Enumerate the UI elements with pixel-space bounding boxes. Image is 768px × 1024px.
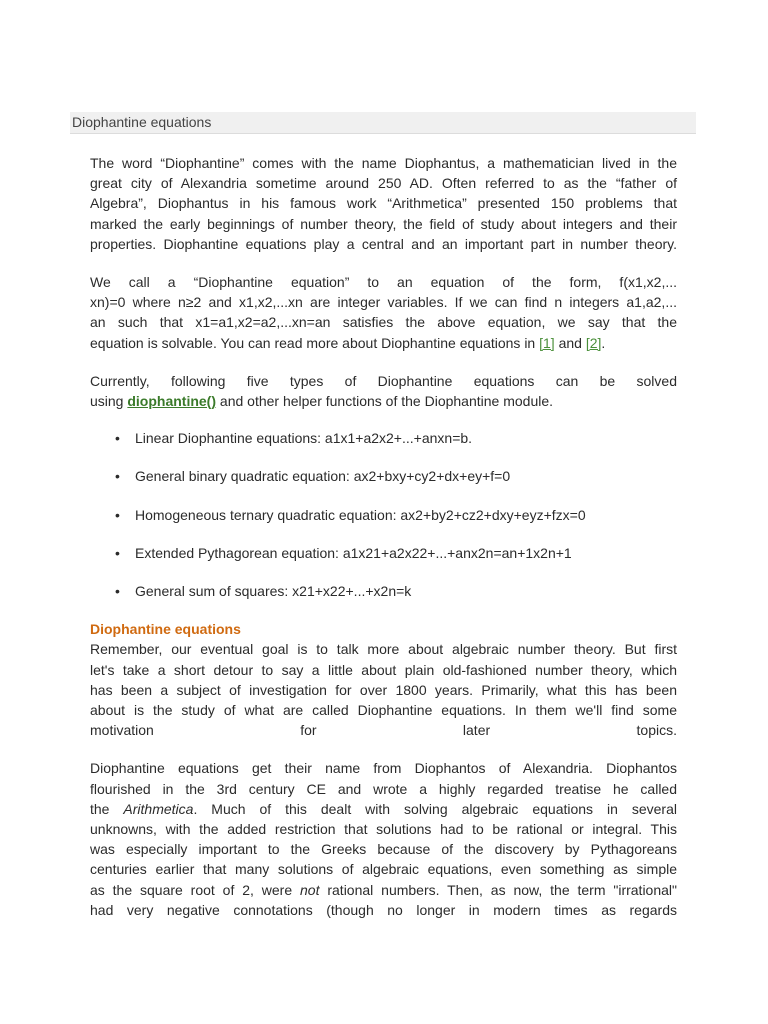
list-item [90,466,677,486]
text-line: motivation for later topics. [90,722,677,739]
reference-link-1[interactable]: [1] [539,334,555,351]
text-line: an such that x1=a1,x2=a2,...xn=an satisfies the above equation, we say that the [90,314,677,331]
text-line: about is the study of what are called Diophantine equations. In them we'll find some [90,702,677,719]
text-line: Currently, following five types of Diophantine equations can be solved [90,372,677,389]
bullet-icon: • [115,430,120,447]
section-title: Diophantine equations [90,621,241,638]
italic-text: not [300,881,320,898]
intro-paragraph [90,153,677,254]
list-item-text: General binary quadratic equation: ax2+bxy+cy2+dx+ey+f=0 [135,468,511,485]
text-span: rational numbers. Then, as now, the term "irrational" [319,881,677,898]
list-item-text: Homogeneous ternary quadratic equation: ax2+by2+cz2+dxy+eyz+fzx=0 [135,506,586,523]
text-line: unknowns, with the added restriction that solutions had to be rational or integral. This [90,821,677,838]
types-intro-paragraph [90,371,677,411]
text-span: and other helper functions of the Diophantine module. [216,393,554,410]
text-span: . Much of this dealt with solving algebraic equations in several [193,800,677,817]
text-line: The word “Diophantine” comes with the name Diophantus, a mathematician lived in the [90,155,677,171]
bullet-icon: • [115,583,120,600]
article-body [90,153,677,920]
text-span: the [90,800,124,817]
text-span: using [90,393,128,410]
section-paragraph-2 [90,758,677,920]
text-line: let's take a short detour to say a little about plain old-fashioned number theory, which [90,661,677,678]
text-line: properties. Diophantine equations play a central and an important part in number theory. [90,235,677,252]
text-line: flourished in the 3rd century CE and wrote a highly regarded treatise he called [90,780,677,797]
page-title: Diophantine equations [72,114,212,130]
definition-paragraph [90,272,677,353]
list-item [90,543,677,563]
text-span: equation is solvable. You can read more about Diophantine equations in [90,334,540,351]
text-line [90,391,677,411]
list-item [90,581,677,601]
text-line [90,799,677,819]
text-line: Diophantine equations get their name from Diophantos of Alexandria. Diophantos [90,760,677,777]
bullet-icon: • [115,506,120,523]
section-paragraph-1 [90,639,677,740]
text-line: xn)=0 where n≥2 and x1,x2,...xn are integer variables. If we can find n integers a1,a2,... [90,294,677,311]
bullet-icon: • [115,544,120,561]
text-line: had very negative connotations (though no longer in modern times as regards [90,901,677,918]
text-span: . [601,334,606,351]
text-line: We call a “Diophantine equation” to an equation of the form, f(x1,x2,... [90,274,677,291]
text-line [90,880,677,900]
text-line: great city of Alexandria sometime around 250 AD. Often referred to as the “father of [90,175,677,192]
text-line: marked the early beginnings of number theory, the field of study about integers and their [90,215,677,232]
section-header-bar [70,112,696,134]
text-line: centuries earlier that many solutions of algebraic equations, even something as simple [90,861,677,878]
text-line: was especially important to the Greeks because of the discovery by Pythagoreans [90,841,677,858]
text-span: and [554,334,586,351]
text-line: Remember, our eventual goal is to talk more about algebraic number theory. But first [90,641,677,658]
equation-types-list [90,428,677,601]
text-line [90,333,677,353]
list-item-text: General sum of squares: x21+x22+...+x2n=k [135,583,412,600]
text-span: as the square root of 2, were [90,881,301,898]
diophantine-function-link[interactable]: diophantine() [127,393,217,410]
text-line: has been a subject of investigation for over 1800 years. Primarily, what this has been [90,681,677,698]
bullet-icon: • [115,468,120,485]
reference-link-2[interactable]: [2] [585,334,602,351]
italic-text: Arithmetica [123,800,194,817]
text-line: Algebra”, Diophantus in his famous work “Arithmetica” presented 150 problems that [90,195,677,212]
list-item-text: Extended Pythagorean equation: a1x21+a2x22+...+anx2n=an+1x2n+1 [135,544,572,561]
list-item [90,428,677,448]
list-item [90,505,677,525]
list-item-text: Linear Diophantine equations: a1x1+a2x2+...+anxn=b. [135,430,473,447]
